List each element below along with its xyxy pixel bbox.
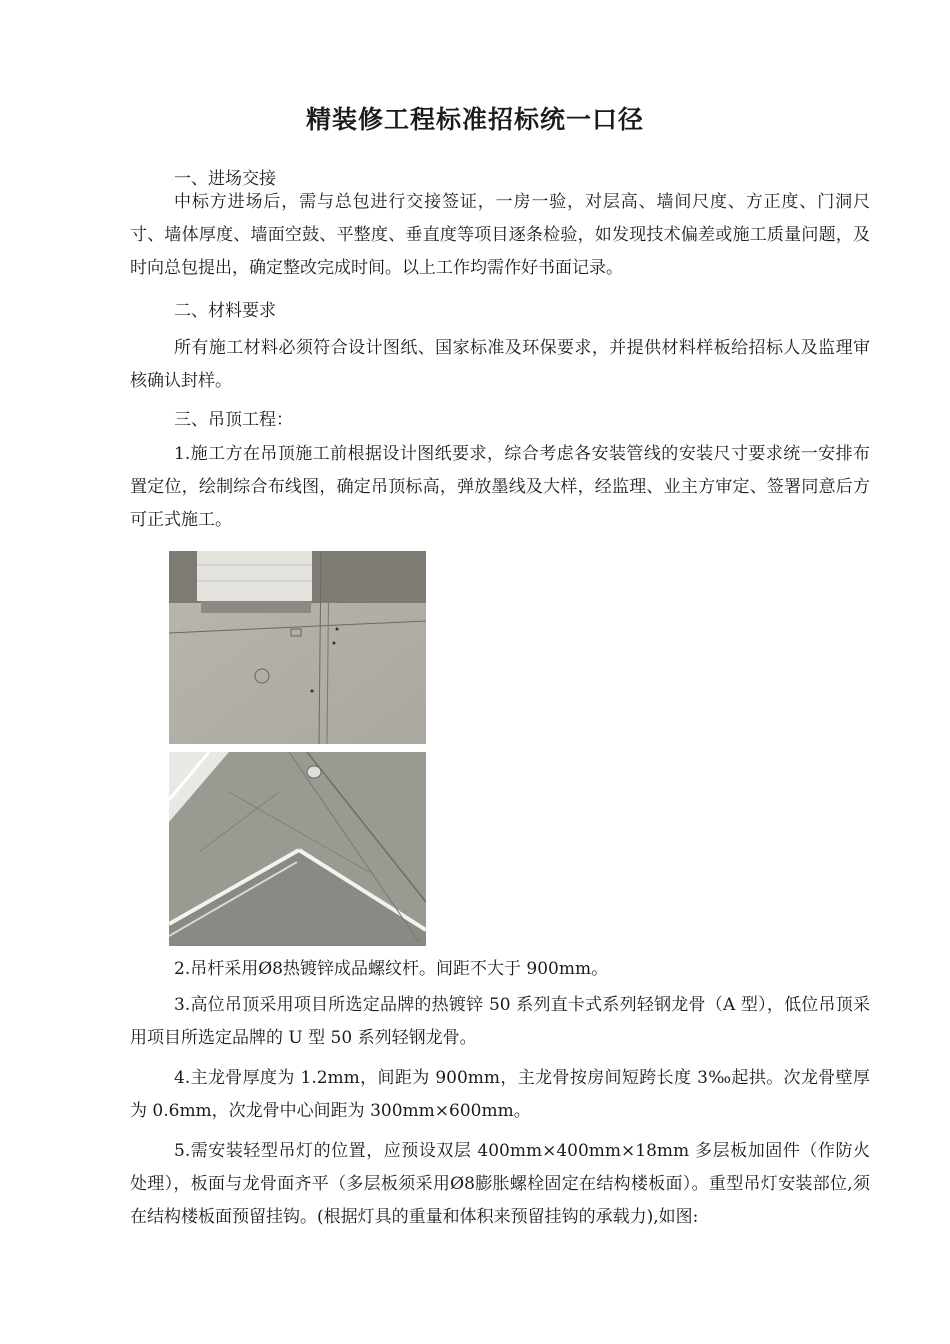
paragraph-ceiling-3: 3.高位吊顶采用项目所选定品牌的热镀锌 50 系列直卡式系列轻钢龙骨（A 型），低位吊顶采用项目所选定品牌的 U 型 50 系列轻钢龙骨。: [130, 995, 870, 1048]
section-heading-materials: 二、材料要求: [174, 301, 276, 321]
paragraph-handover: 中标方进场后，需与总包进行交接签证，一房一验，对层高、墙间尺度、方正度、门洞尺寸、墙体厚度、墙面空鼓、平整度、垂直度等项目逐条检验，如发现技术偏差或施工质量问题，及时向总包提出，确定整改完成时间。以上工作均需作好书面记录。: [130, 192, 870, 278]
paragraph-ceiling-4: 4.主龙骨厚度为 1.2mm，间距为 900mm，主龙骨按房间短跨长度 3‰起拱。次龙骨壁厚为 0.6mm，次龙骨中心间距为 300mm×600mm。: [130, 1068, 870, 1121]
ceiling-frame-photo: [169, 752, 426, 946]
paragraph-ceiling-1: 1.施工方在吊顶施工前根据设计图纸要求，综合考虑各安装管线的安装尺寸要求统一安排布置定位，绘制综合布线图，确定吊顶标高，弹放墨线及大样，经监理、业主方审定、签署同意后方可正式施工。: [130, 444, 870, 530]
section-heading-ceiling: 三、吊顶工程：: [174, 410, 293, 430]
paragraph-materials: 所有施工材料必须符合设计图纸、国家标准及环保要求，并提供材料样板给招标人及监理审核确认封样。: [130, 338, 870, 391]
section-heading-handover: 一、进场交接: [174, 169, 276, 189]
paragraph-ceiling-5: 5.需安装轻型吊灯的位置，应预设双层 400mm×400mm×18mm 多层板加固件（作防火处理），板面与龙骨面齐平（多层板须采用Ø8膨胀螺栓固定在结构楼板面）。重型吊灯安装部位,须在结构楼板面预留挂钩。(根据灯具的重量和体积来预留挂钩的承载力),如图:: [130, 1141, 870, 1227]
ceiling-layout-photo: [169, 551, 426, 744]
document-title: 精装修工程标准招标统一口径: [305, 105, 644, 134]
paragraph-ceiling-2: 2.吊杆采用Ø8热镀锌成品螺纹杆。间距不大于 900mm。: [174, 959, 609, 979]
